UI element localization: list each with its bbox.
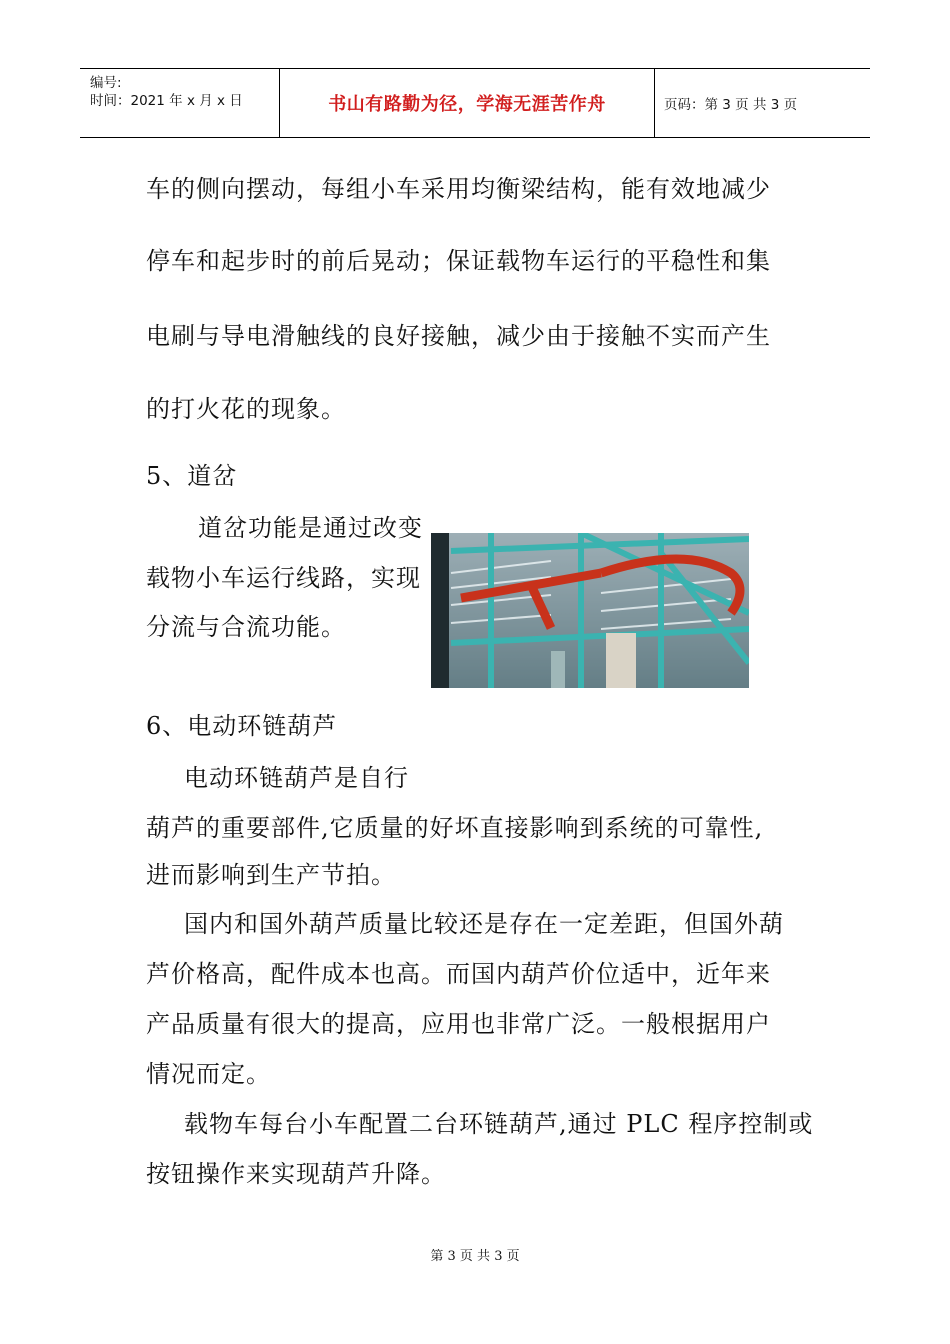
- document-date: 时间：2021 年 x 月 x 日: [90, 93, 243, 109]
- paragraph-line: 载物车每台小车配置二台环链葫芦,通过 PLC 程序控制或: [184, 1110, 814, 1138]
- switch-track-photo: [431, 533, 749, 688]
- page-header: [80, 68, 870, 138]
- page-footer: 第 3 页 共 3 页: [430, 1249, 520, 1264]
- paragraph-line: 芦价格高，配件成本也高。而国内葫芦价位适中，近年来: [146, 960, 771, 988]
- paragraph-line: 道岔功能是通过改变: [198, 514, 423, 542]
- header-motto: 书山有路勤为径，学海无涯苦作舟: [280, 69, 655, 137]
- paragraph-line: 按钮操作来实现葫芦升降。: [146, 1160, 446, 1188]
- paragraph-line: 电刷与导电滑触线的良好接触，减少由于接触不实而产生: [146, 322, 771, 350]
- section-heading-5: 5、道岔: [146, 462, 238, 490]
- paragraph-line: 产品质量有很大的提高，应用也非常广泛。一般根据用户: [146, 1010, 771, 1038]
- paragraph-line: 葫芦的重要部件,它质量的好坏直接影响到系统的可靠性,: [146, 814, 764, 842]
- document-number-label: 编号:: [90, 75, 122, 91]
- paragraph-line: 电动环链葫芦是自行: [184, 764, 409, 792]
- section-heading-6: 6、电动环链葫芦: [146, 712, 338, 740]
- paragraph-line: 国内和国外葫芦质量比较还是存在一定差距，但国外葫: [184, 910, 784, 938]
- paragraph-line: 进而影响到生产节拍。: [146, 861, 396, 889]
- paragraph-line: 的打火花的现象。: [146, 395, 346, 423]
- paragraph-line: 停车和起步时的前后晃动；保证载物车运行的平稳性和集: [146, 247, 771, 275]
- paragraph-line: 情况而定。: [146, 1060, 271, 1088]
- header-meta: [80, 69, 280, 137]
- paragraph-line: 分流与合流功能。: [146, 613, 346, 641]
- paragraph-line: 车的侧向摆动，每组小车采用均衡梁结构，能有效地减少: [146, 175, 771, 203]
- header-page-info: 页码：第 3 页 共 3 页: [664, 97, 798, 113]
- paragraph-line: 载物小车运行线路，实现: [146, 564, 421, 592]
